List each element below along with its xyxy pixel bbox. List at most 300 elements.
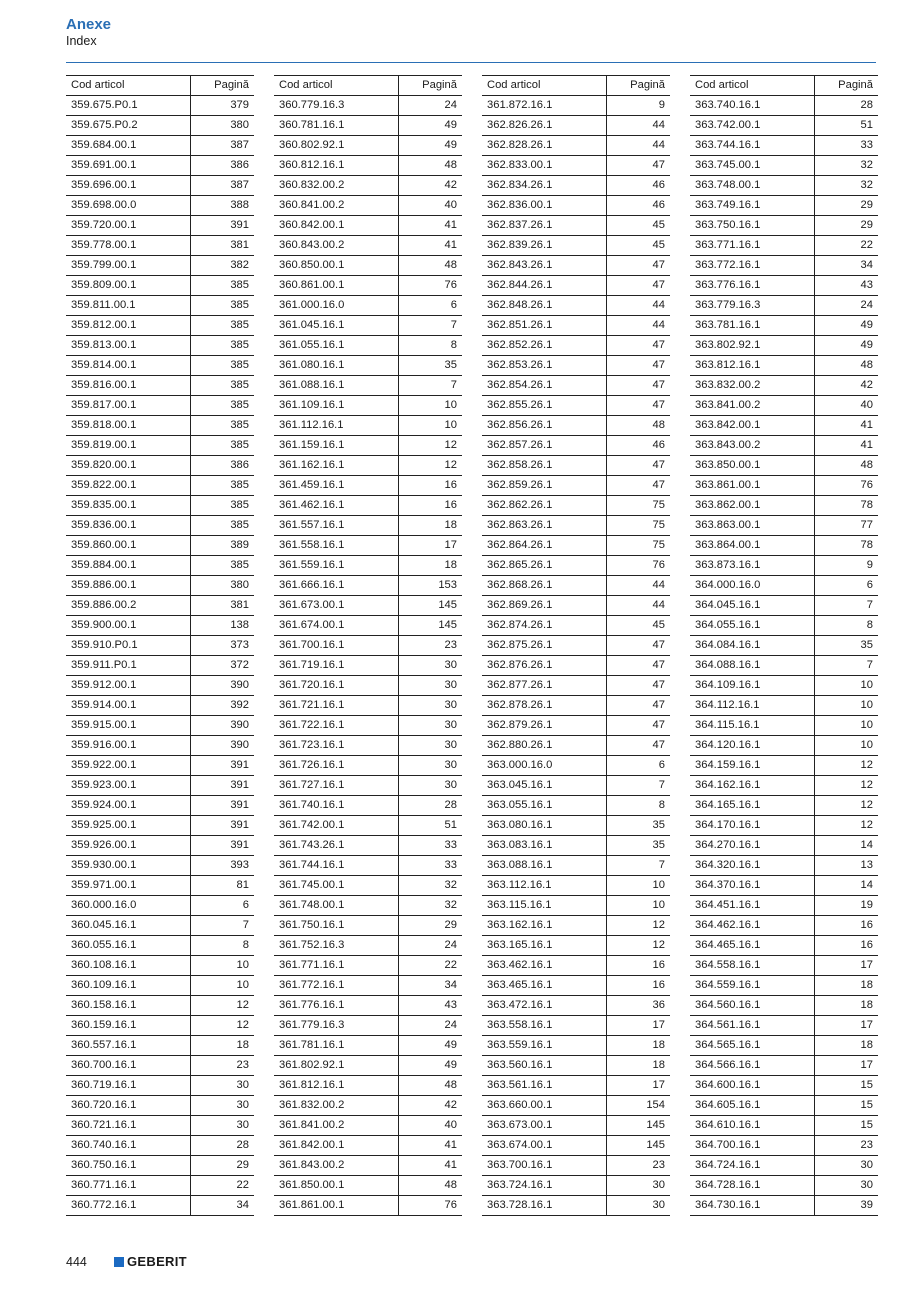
page-reference: 34 <box>814 256 878 276</box>
article-code: 359.916.00.1 <box>66 736 190 756</box>
page-reference: 391 <box>190 216 254 236</box>
page-reference: 16 <box>814 916 878 936</box>
table-row <box>482 496 670 516</box>
page-reference: 29 <box>814 216 878 236</box>
page-reference: 381 <box>190 596 254 616</box>
page-reference: 14 <box>814 876 878 896</box>
table-row <box>66 256 254 276</box>
page-reference: 76 <box>814 476 878 496</box>
article-code: 359.971.00.1 <box>66 876 190 896</box>
article-code: 359.922.00.1 <box>66 756 190 776</box>
article-code: 363.843.00.2 <box>690 436 814 456</box>
page-reference: 385 <box>190 396 254 416</box>
article-code: 364.724.16.1 <box>690 1156 814 1176</box>
article-code: 361.723.16.1 <box>274 736 398 756</box>
brand-logo <box>114 1254 187 1269</box>
table-row <box>482 1016 670 1036</box>
page-reference: 381 <box>190 236 254 256</box>
page-reference: 47 <box>606 476 670 496</box>
page-reference: 9 <box>814 556 878 576</box>
page-reference: 44 <box>606 296 670 316</box>
article-code: 364.610.16.1 <box>690 1116 814 1136</box>
article-code: 360.802.92.1 <box>274 136 398 156</box>
article-code: 359.914.00.1 <box>66 696 190 716</box>
page-reference: 12 <box>814 756 878 776</box>
article-code: 363.561.16.1 <box>482 1076 606 1096</box>
table-row <box>66 1036 254 1056</box>
table-row <box>482 1136 670 1156</box>
article-code: 362.858.26.1 <box>482 456 606 476</box>
page-reference: 22 <box>190 1176 254 1196</box>
table-row <box>690 596 878 616</box>
page-reference: 385 <box>190 416 254 436</box>
article-code: 361.740.16.1 <box>274 796 398 816</box>
page-reference: 385 <box>190 516 254 536</box>
page-reference: 33 <box>398 836 462 856</box>
article-code: 363.724.16.1 <box>482 1176 606 1196</box>
page-reference: 12 <box>190 996 254 1016</box>
table-row <box>690 136 878 156</box>
article-code: 363.863.00.1 <box>690 516 814 536</box>
table-row <box>274 276 462 296</box>
table-header-row <box>66 76 254 96</box>
table-row <box>690 756 878 776</box>
table-row <box>274 916 462 936</box>
table-row <box>690 236 878 256</box>
article-code: 363.776.16.1 <box>690 276 814 296</box>
table-row <box>66 756 254 776</box>
table-row <box>690 416 878 436</box>
page-reference: 8 <box>398 336 462 356</box>
table-row <box>66 196 254 216</box>
article-code: 361.162.16.1 <box>274 456 398 476</box>
table-row <box>66 1096 254 1116</box>
table-row <box>66 1156 254 1176</box>
table-row <box>274 456 462 476</box>
page-reference: 49 <box>398 1036 462 1056</box>
page-reference: 44 <box>606 316 670 336</box>
page-reference: 48 <box>814 456 878 476</box>
page-reference: 385 <box>190 296 254 316</box>
page-reference: 24 <box>398 1016 462 1036</box>
article-code: 363.700.16.1 <box>482 1156 606 1176</box>
article-code: 361.666.16.1 <box>274 576 398 596</box>
article-code: 363.462.16.1 <box>482 956 606 976</box>
page-reference: 30 <box>606 1196 670 1216</box>
page-reference: 17 <box>814 1056 878 1076</box>
article-code: 361.674.00.1 <box>274 616 398 636</box>
article-code: 361.559.16.1 <box>274 556 398 576</box>
table-row <box>274 156 462 176</box>
article-code: 359.912.00.1 <box>66 676 190 696</box>
article-code: 363.112.16.1 <box>482 876 606 896</box>
page-reference: 12 <box>814 776 878 796</box>
page-reference: 41 <box>398 1136 462 1156</box>
table-row <box>482 1096 670 1116</box>
table-row <box>482 796 670 816</box>
page-reference: 23 <box>606 1156 670 1176</box>
page-reference: 380 <box>190 576 254 596</box>
table-row <box>66 116 254 136</box>
table-row <box>274 856 462 876</box>
page-reference: 10 <box>398 396 462 416</box>
table-row <box>482 156 670 176</box>
article-code: 361.771.16.1 <box>274 956 398 976</box>
table-row <box>690 636 878 656</box>
article-code: 361.872.16.1 <box>482 96 606 116</box>
table-row <box>482 376 670 396</box>
page-reference: 30 <box>606 1176 670 1196</box>
page-reference: 47 <box>606 336 670 356</box>
article-code: 360.700.16.1 <box>66 1056 190 1076</box>
page-reference: 18 <box>814 976 878 996</box>
article-code: 363.772.16.1 <box>690 256 814 276</box>
article-code: 364.565.16.1 <box>690 1036 814 1056</box>
page-reference: 18 <box>606 1036 670 1056</box>
table-row <box>274 216 462 236</box>
article-code: 361.781.16.1 <box>274 1036 398 1056</box>
table-row <box>274 116 462 136</box>
article-code: 359.900.00.1 <box>66 616 190 636</box>
table-row <box>274 756 462 776</box>
article-code: 360.779.16.3 <box>274 96 398 116</box>
table-row <box>482 616 670 636</box>
page-reference: 385 <box>190 556 254 576</box>
page-reference: 49 <box>398 1056 462 1076</box>
page-reference: 382 <box>190 256 254 276</box>
article-code: 363.162.16.1 <box>482 916 606 936</box>
column-header-page: Pagină <box>190 76 254 96</box>
table-row <box>482 756 670 776</box>
table-row <box>690 816 878 836</box>
article-code: 361.088.16.1 <box>274 376 398 396</box>
article-code: 364.162.16.1 <box>690 776 814 796</box>
article-code: 363.045.16.1 <box>482 776 606 796</box>
article-code: 359.926.00.1 <box>66 836 190 856</box>
article-code: 359.930.00.1 <box>66 856 190 876</box>
article-code: 362.837.26.1 <box>482 216 606 236</box>
page-reference: 47 <box>606 396 670 416</box>
table-row <box>690 776 878 796</box>
table-row <box>690 436 878 456</box>
page-reference: 30 <box>814 1176 878 1196</box>
page-reference: 387 <box>190 136 254 156</box>
table-row <box>66 156 254 176</box>
article-code: 360.108.16.1 <box>66 956 190 976</box>
table-row <box>690 896 878 916</box>
table-row <box>274 696 462 716</box>
page-reference: 7 <box>814 596 878 616</box>
article-code: 362.833.00.1 <box>482 156 606 176</box>
article-code: 361.842.00.1 <box>274 1136 398 1156</box>
article-code: 363.080.16.1 <box>482 816 606 836</box>
article-code: 364.084.16.1 <box>690 636 814 656</box>
page-reference: 18 <box>606 1056 670 1076</box>
article-code: 360.159.16.1 <box>66 1016 190 1036</box>
table-row <box>482 736 670 756</box>
table-row <box>482 976 670 996</box>
page-reference: 41 <box>398 236 462 256</box>
article-code: 364.270.16.1 <box>690 836 814 856</box>
article-code: 363.802.92.1 <box>690 336 814 356</box>
table-row <box>66 696 254 716</box>
article-code: 363.748.00.1 <box>690 176 814 196</box>
page-reference: 386 <box>190 156 254 176</box>
article-code: 364.170.16.1 <box>690 816 814 836</box>
page-reference: 12 <box>606 916 670 936</box>
page-reference: 35 <box>606 836 670 856</box>
page-reference: 17 <box>606 1076 670 1096</box>
page-reference: 391 <box>190 796 254 816</box>
table-row <box>274 1036 462 1056</box>
page-reference: 47 <box>606 156 670 176</box>
table-row <box>274 1116 462 1136</box>
article-code: 361.722.16.1 <box>274 716 398 736</box>
article-code: 363.841.00.2 <box>690 396 814 416</box>
page-reference: 47 <box>606 636 670 656</box>
table-row <box>66 1176 254 1196</box>
index-table-1 <box>66 75 254 1216</box>
page-reference: 47 <box>606 276 670 296</box>
article-code: 363.083.16.1 <box>482 836 606 856</box>
article-code: 363.660.00.1 <box>482 1096 606 1116</box>
article-code: 360.843.00.2 <box>274 236 398 256</box>
page-number: 444 <box>66 1254 87 1269</box>
table-row <box>690 536 878 556</box>
page-reference: 17 <box>606 1016 670 1036</box>
page-reference: 18 <box>398 556 462 576</box>
page-reference: 391 <box>190 836 254 856</box>
page-reference: 30 <box>190 1116 254 1136</box>
table-row <box>482 356 670 376</box>
article-code: 359.817.00.1 <box>66 396 190 416</box>
article-code: 363.165.16.1 <box>482 936 606 956</box>
index-table-4 <box>690 75 878 1216</box>
page-reference: 35 <box>606 816 670 836</box>
article-code: 363.560.16.1 <box>482 1056 606 1076</box>
table-row <box>274 896 462 916</box>
article-code: 360.109.16.1 <box>66 976 190 996</box>
table-row <box>274 736 462 756</box>
article-code: 362.852.26.1 <box>482 336 606 356</box>
article-code: 361.745.00.1 <box>274 876 398 896</box>
page-reference: 385 <box>190 376 254 396</box>
index-table-2 <box>274 75 462 1216</box>
article-code: 363.771.16.1 <box>690 236 814 256</box>
table-row <box>482 276 670 296</box>
table-row <box>482 316 670 336</box>
article-code: 364.465.16.1 <box>690 936 814 956</box>
page-reference: 385 <box>190 356 254 376</box>
article-code: 362.864.26.1 <box>482 536 606 556</box>
page-reference: 28 <box>814 96 878 116</box>
article-code: 363.055.16.1 <box>482 796 606 816</box>
page-reference: 40 <box>398 1116 462 1136</box>
page-reference: 42 <box>814 376 878 396</box>
table-row <box>482 176 670 196</box>
header-divider <box>66 62 876 63</box>
article-code: 359.809.00.1 <box>66 276 190 296</box>
table-row <box>690 196 878 216</box>
article-code: 363.779.16.3 <box>690 296 814 316</box>
page-reference: 29 <box>190 1156 254 1176</box>
table-row <box>274 436 462 456</box>
table-row <box>274 716 462 736</box>
article-code: 359.886.00.2 <box>66 596 190 616</box>
page-reference: 7 <box>814 656 878 676</box>
table-row <box>690 1096 878 1116</box>
table-row <box>690 936 878 956</box>
table-row <box>482 776 670 796</box>
table-row <box>274 316 462 336</box>
article-code: 360.772.16.1 <box>66 1196 190 1216</box>
page-reference: 35 <box>814 636 878 656</box>
page-reference: 145 <box>606 1136 670 1156</box>
page-reference: 388 <box>190 196 254 216</box>
brand-name: GEBERIT <box>127 1254 187 1269</box>
page-reference: 76 <box>398 276 462 296</box>
article-code: 362.855.26.1 <box>482 396 606 416</box>
page-reference: 30 <box>398 756 462 776</box>
page-reference: 43 <box>814 276 878 296</box>
table-row <box>274 616 462 636</box>
article-code: 364.165.16.1 <box>690 796 814 816</box>
table-row <box>274 1076 462 1096</box>
page-reference: 10 <box>814 696 878 716</box>
page-reference: 24 <box>398 936 462 956</box>
page-reference: 10 <box>814 736 878 756</box>
page-reference: 18 <box>814 1036 878 1056</box>
page-reference: 28 <box>190 1136 254 1156</box>
article-code: 361.748.00.1 <box>274 896 398 916</box>
article-code: 364.115.16.1 <box>690 716 814 736</box>
table-row <box>690 1176 878 1196</box>
table-row <box>274 1176 462 1196</box>
page-reference: 34 <box>190 1196 254 1216</box>
table-row <box>66 476 254 496</box>
page-reference: 10 <box>814 716 878 736</box>
article-code: 359.884.00.1 <box>66 556 190 576</box>
article-code: 359.924.00.1 <box>66 796 190 816</box>
table-row <box>690 316 878 336</box>
article-code: 364.566.16.1 <box>690 1056 814 1076</box>
table-row <box>274 136 462 156</box>
article-code: 361.776.16.1 <box>274 996 398 1016</box>
article-code: 359.910.P0.1 <box>66 636 190 656</box>
page-footer <box>66 1254 187 1269</box>
page-reference: 6 <box>190 896 254 916</box>
article-code: 364.088.16.1 <box>690 656 814 676</box>
page-reference: 48 <box>398 1176 462 1196</box>
table-row <box>66 1136 254 1156</box>
article-code: 364.120.16.1 <box>690 736 814 756</box>
table-row <box>690 216 878 236</box>
page-reference: 17 <box>814 956 878 976</box>
table-row <box>690 476 878 496</box>
page-reference: 47 <box>606 376 670 396</box>
page-reference: 44 <box>606 136 670 156</box>
article-code: 359.923.00.1 <box>66 776 190 796</box>
page-reference: 32 <box>814 176 878 196</box>
article-code: 364.730.16.1 <box>690 1196 814 1216</box>
page-reference: 386 <box>190 456 254 476</box>
page-reference: 41 <box>398 1156 462 1176</box>
article-code: 363.745.00.1 <box>690 156 814 176</box>
article-code: 360.832.00.2 <box>274 176 398 196</box>
table-row <box>482 996 670 1016</box>
page-reference: 372 <box>190 656 254 676</box>
table-row <box>66 176 254 196</box>
page-reference: 385 <box>190 276 254 296</box>
table-row <box>66 1196 254 1216</box>
page-reference: 47 <box>606 656 670 676</box>
table-row <box>482 436 670 456</box>
article-code: 361.719.16.1 <box>274 656 398 676</box>
article-code: 359.822.00.1 <box>66 476 190 496</box>
table-row <box>274 1136 462 1156</box>
article-code: 363.873.16.1 <box>690 556 814 576</box>
page-reference: 10 <box>814 676 878 696</box>
page-reference: 387 <box>190 176 254 196</box>
page-reference: 19 <box>814 896 878 916</box>
article-code: 361.843.00.2 <box>274 1156 398 1176</box>
page-reference: 48 <box>398 1076 462 1096</box>
table-row <box>482 456 670 476</box>
page-reference: 44 <box>606 116 670 136</box>
table-row <box>482 396 670 416</box>
page-reference: 39 <box>814 1196 878 1216</box>
table-row <box>274 236 462 256</box>
table-row <box>66 956 254 976</box>
page-reference: 30 <box>398 716 462 736</box>
table-row <box>482 516 670 536</box>
table-row <box>274 1156 462 1176</box>
article-code: 362.874.26.1 <box>482 616 606 636</box>
page-reference: 29 <box>814 196 878 216</box>
article-code: 364.112.16.1 <box>690 696 814 716</box>
page-reference: 46 <box>606 436 670 456</box>
table-row <box>482 236 670 256</box>
article-code: 360.721.16.1 <box>66 1116 190 1136</box>
page-reference: 48 <box>398 256 462 276</box>
table-row <box>482 216 670 236</box>
table-row <box>482 636 670 656</box>
table-row <box>66 656 254 676</box>
article-code: 362.869.26.1 <box>482 596 606 616</box>
table-row <box>690 376 878 396</box>
page-reference: 23 <box>814 1136 878 1156</box>
table-row <box>66 996 254 1016</box>
table-row <box>482 576 670 596</box>
page-reference: 47 <box>606 736 670 756</box>
article-code: 364.559.16.1 <box>690 976 814 996</box>
page-reference: 47 <box>606 716 670 736</box>
page-reference: 10 <box>606 876 670 896</box>
article-code: 361.721.16.1 <box>274 696 398 716</box>
article-code: 364.055.16.1 <box>690 616 814 636</box>
page-reference: 49 <box>398 136 462 156</box>
article-code: 361.850.00.1 <box>274 1176 398 1196</box>
table-row <box>274 1016 462 1036</box>
article-code: 364.370.16.1 <box>690 876 814 896</box>
table-row <box>66 616 254 636</box>
table-row <box>482 336 670 356</box>
table-row <box>66 836 254 856</box>
table-row <box>274 1196 462 1216</box>
article-code: 362.856.26.1 <box>482 416 606 436</box>
page-reference: 390 <box>190 676 254 696</box>
column-header-page: Pagină <box>814 76 878 96</box>
